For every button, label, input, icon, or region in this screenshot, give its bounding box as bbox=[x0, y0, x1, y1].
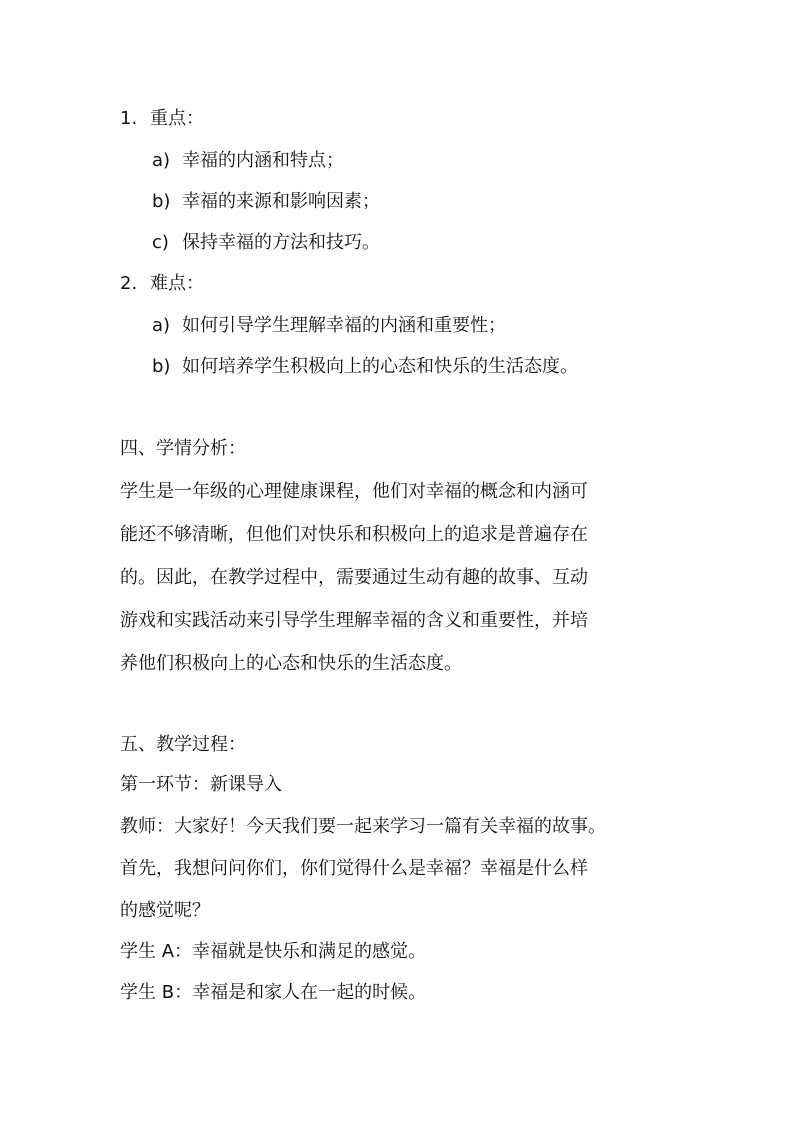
section-1-heading bbox=[120, 107, 204, 131]
list-item-text: 保持幸福的方法和技巧。 bbox=[182, 232, 380, 253]
section-2-heading bbox=[120, 272, 204, 296]
list-item bbox=[152, 231, 380, 255]
analysis-heading: 四、学情分析： bbox=[120, 438, 246, 459]
list-item-letter: b) bbox=[152, 356, 171, 377]
section-1-title: 重点： bbox=[150, 108, 204, 129]
process-heading: 五、教学过程： bbox=[120, 734, 246, 755]
list-item bbox=[152, 190, 380, 214]
analysis-line: 学生是一年级的心理健康课程，他们对幸福的概念和内涵可 bbox=[120, 481, 588, 502]
section-1-number: 1. bbox=[120, 108, 138, 129]
process-step-title: 第一环节：新课导入 bbox=[120, 774, 282, 795]
list-item-letter: c) bbox=[152, 232, 169, 253]
list-item bbox=[152, 355, 578, 379]
process-line: 学生 B：幸福是和家人在一起的时候。 bbox=[120, 982, 427, 1003]
section-2-title: 难点： bbox=[150, 273, 204, 294]
section-2-number: 2. bbox=[120, 273, 138, 294]
list-item-text: 幸福的内涵和特点； bbox=[182, 150, 344, 171]
list-item-letter: b) bbox=[152, 191, 171, 212]
list-item-text: 如何引导学生理解幸福的内涵和重要性； bbox=[182, 315, 506, 336]
analysis-line: 游戏和实践活动来引导学生理解幸福的含义和重要性，并培 bbox=[120, 610, 588, 631]
list-item-letter: a) bbox=[152, 315, 171, 336]
analysis-line: 的。因此，在教学过程中，需要通过生动有趣的故事、互动 bbox=[120, 567, 588, 588]
analysis-line: 能还不够清晰，但他们对快乐和积极向上的追求是普遍存在 bbox=[120, 524, 588, 545]
process-line: 的感觉呢？ bbox=[120, 900, 210, 921]
list-item-letter: a) bbox=[152, 150, 171, 171]
list-item-text: 如何培养学生积极向上的心态和快乐的生活态度。 bbox=[182, 356, 578, 377]
process-line: 首先，我想问问你们，你们觉得什么是幸福？幸福是什么样 bbox=[120, 858, 588, 879]
process-line: 教师：大家好！今天我们要一起来学习一篇有关幸福的故事。 bbox=[120, 816, 606, 837]
list-item-text: 幸福的来源和影响因素； bbox=[182, 191, 380, 212]
process-line: 学生 A：幸福就是快乐和满足的感觉。 bbox=[120, 941, 427, 962]
list-item bbox=[152, 149, 344, 173]
analysis-line: 养他们积极向上的心态和快乐的生活态度。 bbox=[120, 653, 462, 674]
list-item bbox=[152, 314, 506, 338]
